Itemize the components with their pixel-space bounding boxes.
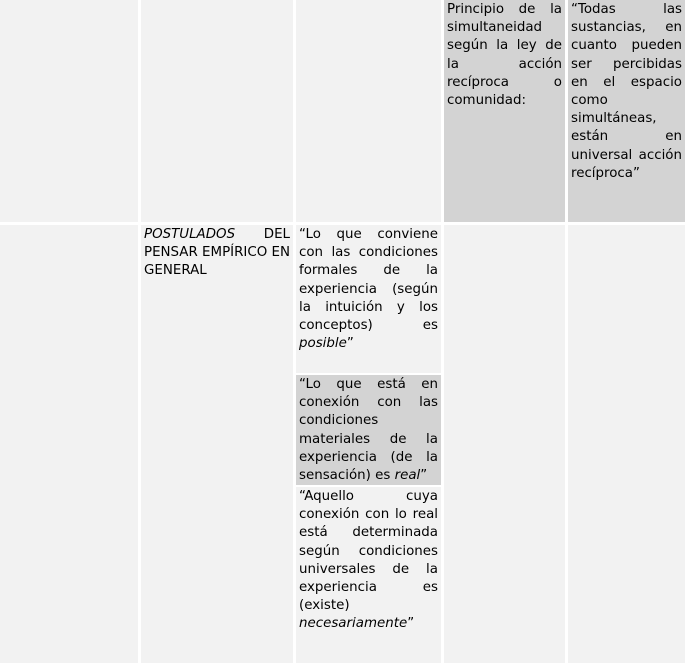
postulate-necessary-body: “Aquello cuya conexión con lo real está determinada según condiciones universales de la experiencia es (existe)	[299, 489, 438, 614]
principle-label-text: Principio de la simultaneidad según la ley de la acción recíproca o comunidad:	[447, 2, 562, 109]
postulate-possible-close: ”	[346, 336, 354, 352]
row1-col1-empty-cell	[0, 0, 138, 222]
postulate-necessary-emphasis: necesariamente	[299, 616, 408, 632]
postulate-real-close: ”	[420, 468, 428, 484]
row2-col5-empty-cell	[568, 225, 685, 663]
postulados-heading-rest: DEL PENSAR EMPÍRICO EN GENERAL	[144, 227, 290, 279]
row2-col4-empty-cell	[444, 225, 565, 663]
postulate-necessary-close: ”	[407, 616, 415, 632]
principle-quote-cell	[568, 0, 685, 222]
row1-col3-empty-cell	[296, 0, 441, 222]
postulate-possible-text	[299, 226, 438, 353]
principle-label-cell	[444, 0, 565, 222]
row1-col2-empty-cell	[141, 0, 293, 222]
postulate-necessary-cell	[296, 487, 441, 663]
postulate-real-body: “Lo que está en conexión con las condiciones materiales de la experiencia (de la sensación) es	[299, 377, 438, 484]
row2-col1-empty-cell	[0, 225, 138, 663]
postulados-heading	[144, 226, 290, 281]
postulate-possible-body: “Lo que conviene con las condiciones formales de la experiencia (según la intuición y los conceptos) es	[299, 227, 438, 334]
postulate-real-text	[299, 376, 438, 485]
postulate-possible-emphasis: posible	[299, 336, 347, 352]
postulados-heading-cell	[141, 225, 293, 663]
postulados-heading-italic: POSTULADOS	[144, 227, 236, 242]
postulate-real-cell	[296, 375, 441, 485]
postulate-real-emphasis: real	[394, 468, 421, 484]
postulate-possible-cell	[296, 225, 441, 373]
principle-quote-text: “Todas las sustancias, en cuanto pueden ser percibidas en el espacio como simultáneas, están en universal acción recíproca”	[571, 2, 682, 181]
postulate-necessary-text	[299, 488, 438, 634]
